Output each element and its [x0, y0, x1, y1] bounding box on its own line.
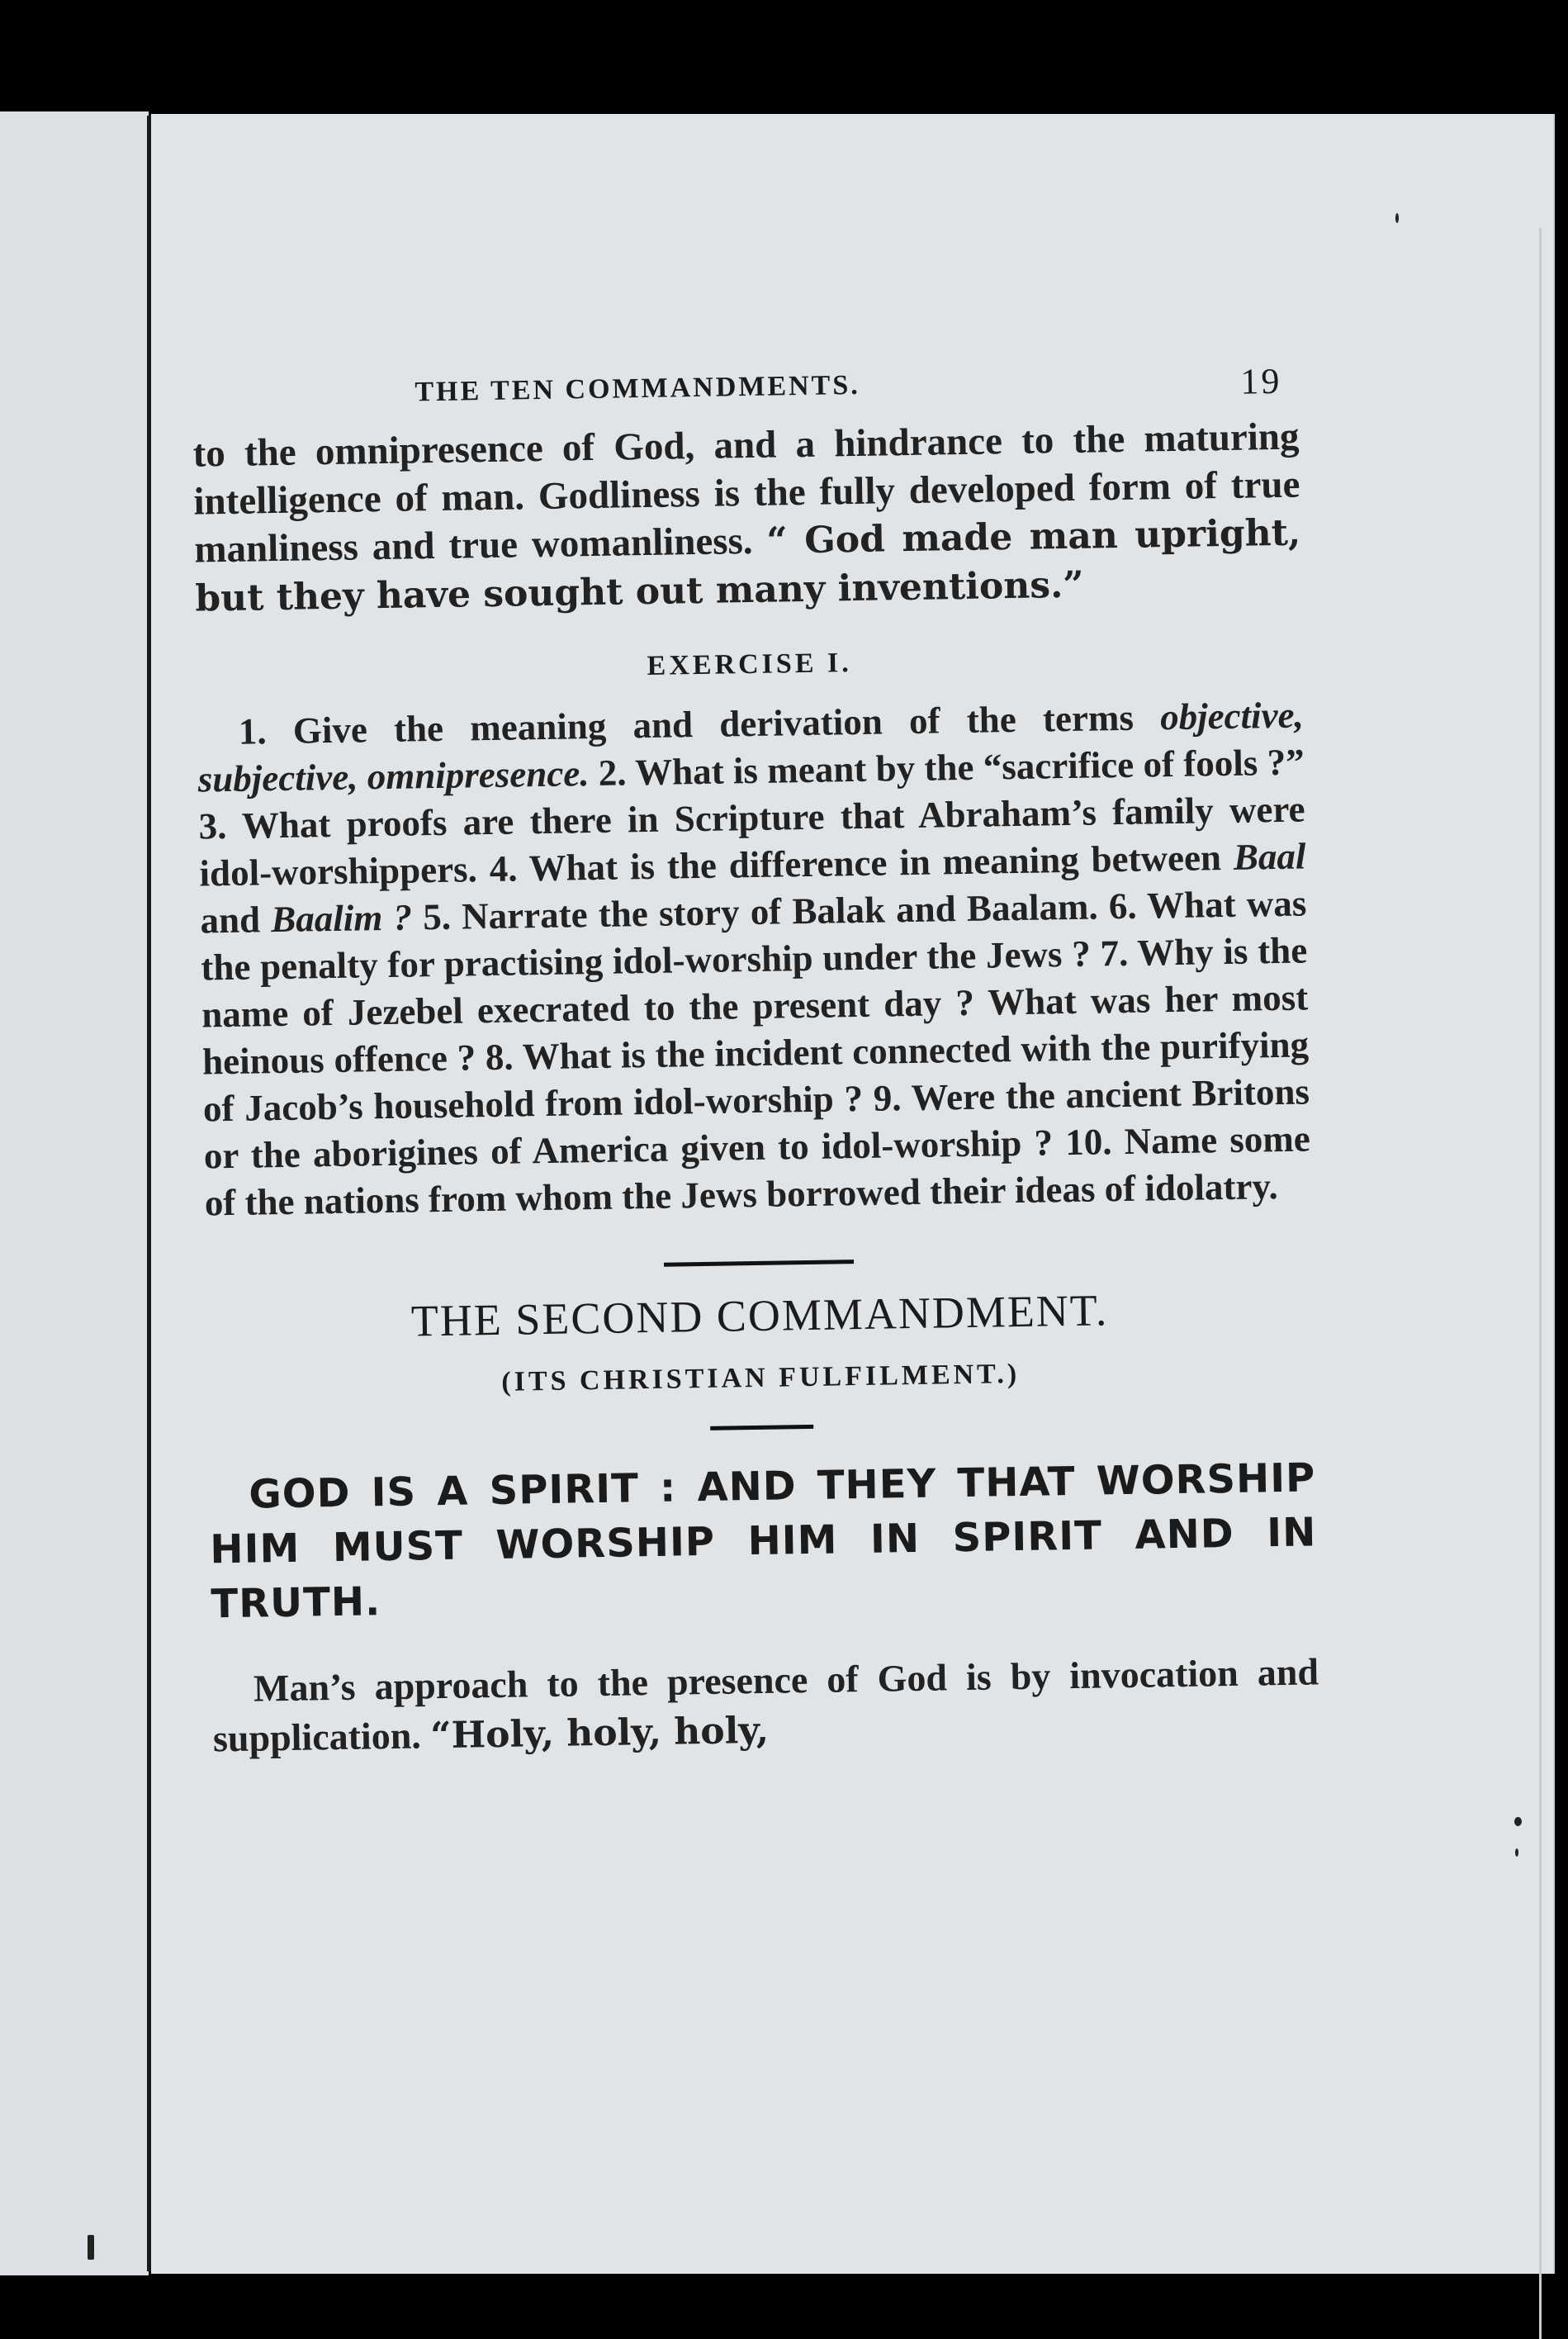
scan-speck — [1514, 1817, 1522, 1826]
section-divider-top — [664, 1260, 854, 1267]
page-number: 19 — [1239, 360, 1282, 402]
exercise-paragraph — [197, 691, 1311, 1226]
closing-text: Man’s approach to the presence of God is by invocation and supplication. — [212, 1650, 1319, 1760]
section-title: THE SECOND COMMANDMENT. — [410, 1285, 1109, 1346]
intro-quote: “ God made man upright, but they have sought out many inventions.” — [194, 511, 1301, 620]
left-page-edge — [0, 111, 149, 2275]
running-title: THE TEN COMMANDMENTS. — [415, 369, 861, 408]
closing-quote: “Holy, holy, holy, — [429, 1709, 770, 1758]
closing-paragraph — [212, 1647, 1320, 1764]
exercise-questions-a: 2. What is meant by the “sacrifice of fools ?” 3. What proofs are there in Scripture that Abraham’s family were idol-worshippers. 4. What is the difference in meaning between — [198, 741, 1305, 894]
intro-text: to the omnipresence of God, and a hindrance to the maturing intelligence of man. Godliness is the fully developed form of true manliness and true womanliness. — [192, 415, 1300, 572]
page-edge — [1539, 228, 1542, 2339]
scripture-heading: GOD IS A SPIRIT : AND THEY THAT WORSHIP HIM MUST WORSHIP HIM IN SPIRIT AND IN TRUTH. — [209, 1454, 1317, 1628]
scan-speck — [88, 2235, 94, 2260]
page-content — [192, 360, 1319, 1765]
scan-speck — [1395, 213, 1399, 223]
exercise-heading: EXERCISE I. — [647, 648, 852, 681]
exercise-terms: objective, subjective, omnipresence. — [197, 694, 1305, 800]
scan-speck — [1515, 1848, 1518, 1857]
exercise-lead: 1. Give the meaning and derivation of the terms — [238, 696, 1135, 752]
intro-paragraph — [192, 413, 1302, 624]
exercise-questions-b: 5. Narrate the story of Balak and Baalam. 6. What was the penalty for practising idol-worship under the Jews ? 7. Why is the name of Jezebel execrated to the present day ? What was her most heinous offence ? 8. What is the incident connected with the purifying of Jacob’s household from idol-worship ? 9. Were the ancient Britons or the aborigines of America given to idol-worship ? 10. Name some of the nations from whom the Jews borrowed their ideas of idolatry. — [200, 882, 1311, 1224]
term-baalim: Baalim ? — [270, 896, 413, 941]
section-subtitle: (ITS CHRISTIAN FULFILMENT.) — [501, 1358, 1021, 1397]
conjunction: and — [200, 899, 261, 942]
term-baal: Baal — [1233, 835, 1306, 878]
section-divider-bottom — [710, 1425, 813, 1430]
